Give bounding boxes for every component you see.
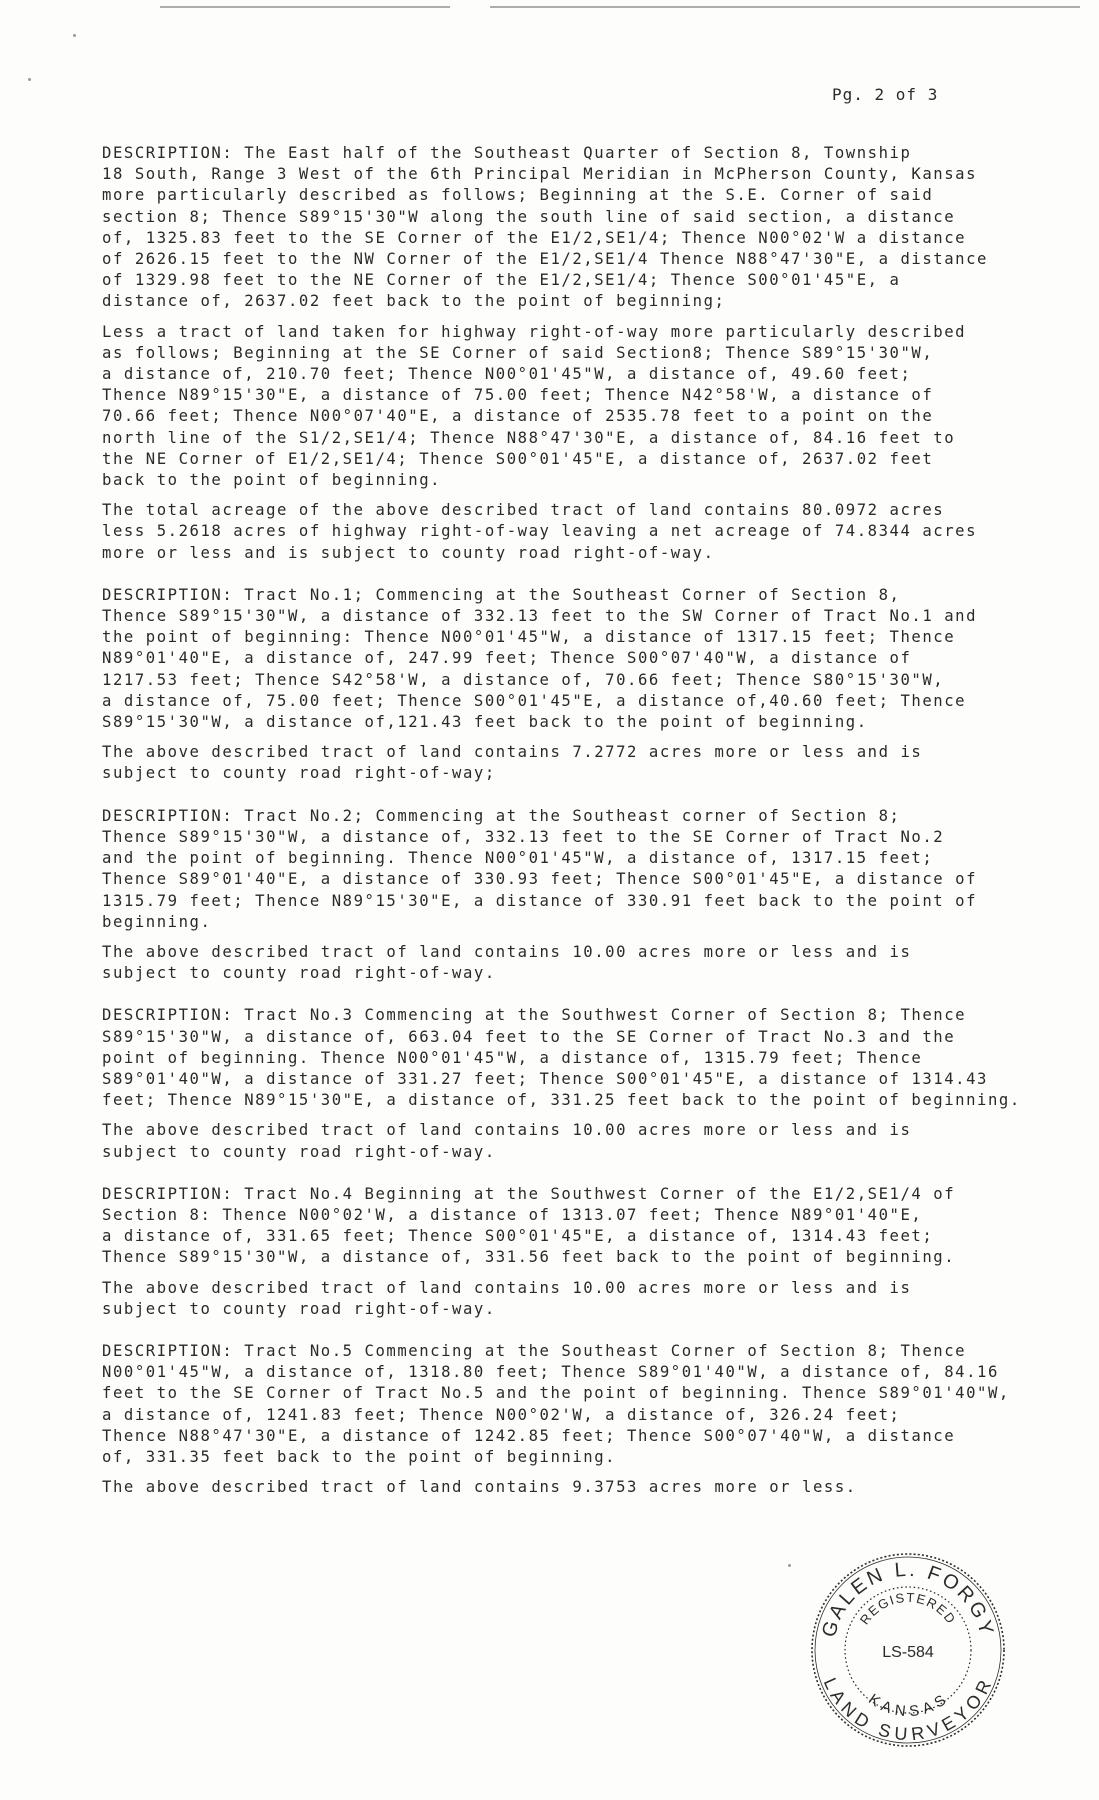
seal-state: KANSAS [865,1690,951,1721]
text-line: S89°01'40"W, a distance of 331.27 feet; Thence S00°01'45"E, a distance of 1314.43 [102,1069,988,1088]
tract-2-acreage [102,942,1022,984]
text-line: north line of the S1/2,SE1/4; Thence N88°47'30"E, a distance of, 84.16 feet to [102,428,956,447]
scan-speck [73,34,76,37]
text-line: distance of, 2637.02 feet back to the point of beginning; [102,292,726,311]
text-line: of, 331.35 feet back to the point of beginning. [102,1447,617,1466]
text-line: a distance of, 75.00 feet; Thence S00°01'45"E, a distance of,40.60 feet; Thence [102,691,967,710]
text-line: The above described tract of land contains 10.00 acres more or less and is [102,942,912,961]
text-line: 1217.53 feet; Thence S42°58'W, a distance of, 70.66 feet; Thence S80°15'30"W, [102,670,945,689]
text-line: point of beginning. Thence N00°01'45"W, a distance of, 1315.79 feet; Thence [102,1048,923,1067]
text-line: a distance of, 331.65 feet; Thence S00°01'45"E, a distance of, 1314.43 feet; [102,1227,934,1246]
text-line: DESCRIPTION: Tract No.4 Beginning at the Southwest Corner of the E1/2,SE1/4 of [102,1184,956,1203]
text-line: a distance of, 210.70 feet; Thence N00°01'45"W, a distance of, 49.60 feet; [102,365,912,384]
document-body [102,143,1022,1498]
text-line: feet; Thence N89°15'30"E, a distance of, 331.25 feet back to the point of beginning. [102,1091,1021,1110]
text-line: Thence N88°47'30"E, a distance of 1242.85 feet; Thence S00°07'40"W, a distance [102,1426,956,1445]
seal-registered: REGISTERED [856,1589,960,1628]
text-line: subject to county road right-of-way. [102,1299,496,1318]
text-line: Thence S89°15'30"W, a distance of, 331.56 feet back to the point of beginning. [102,1248,956,1267]
text-line: S89°15'30"W, a distance of,121.43 feet back to the point of beginning. [102,713,868,732]
text-line: S89°15'30"W, a distance of, 663.04 feet to the SE Corner of Tract No.3 and the [102,1027,956,1046]
text-line: of 1329.98 feet to the NE Corner of the E1/2,SE1/4; Thence S00°01'45"E, a [102,271,901,290]
text-line: of 2626.15 feet to the NW Corner of the E1/2,SE1/4 Thence N88°47'30"E, a distance [102,250,988,269]
description-tract-5 [102,1341,1022,1468]
text-line: back to the point of beginning. [102,471,442,490]
description-tract-4 [102,1184,1022,1269]
text-line: DESCRIPTION: The East half of the Southeast Quarter of Section 8, Township [102,144,912,162]
text-line: more or less and is subject to county road right-of-way. [102,543,715,562]
text-line: beginning. [102,912,212,931]
text-line: 70.66 feet; Thence N00°07'40"E, a distance of 2535.78 feet to a point on the [102,407,934,426]
description-tract-3 [102,1005,1022,1111]
text-line: The above described tract of land contains 10.00 acres more or less and is [102,1278,912,1297]
text-line: Less a tract of land taken for highway right-of-way more particularly described [102,322,967,341]
text-line: of, 1325.83 feet to the SE Corner of the E1/2,SE1/4; Thence N00°02'W a distance [102,228,967,247]
text-line: more particularly described as follows; Beginning at the S.E. Corner of said [102,186,934,205]
text-line: the NE Corner of E1/2,SE1/4; Thence S00°01'45"E, a distance of, 2637.02 feet [102,449,934,468]
text-line: Thence S89°01'40"E, a distance of 330.93 feet; Thence S00°01'45"E, a distance of [102,870,978,889]
text-line: 18 South, Range 3 West of the 6th Principal Meridian in McPherson County, Kansas [102,165,978,184]
scan-speck [788,1564,791,1567]
text-line: less 5.2618 acres of highway right-of-way leaving a net acreage of 74.8344 acres [102,522,978,541]
text-line: The above described tract of land contains 7.2772 acres more or less and is [102,743,923,762]
text-line: DESCRIPTION: Tract No.1; Commencing at the Southeast Corner of Section 8, [102,585,901,604]
text-line: The above described tract of land contains 9.3753 acres more or less. [102,1478,857,1497]
text-line: as follows; Beginning at the SE Corner of said Section8; Thence S89°15'30"W, [102,343,934,362]
acreage-summary [102,500,1022,564]
scan-artifact-line [160,6,450,8]
seal-graphic [808,1550,1008,1750]
seal-title: LAND SURVEYOR [819,1674,997,1745]
text-line: feet to the SE Corner of Tract No.5 and the point of beginning. Thence S89°01'40"W, [102,1384,1010,1403]
text-line: Thence S89°15'30"W, a distance of 332.13 feet to the SW Corner of Tract No.1 and [102,607,978,626]
text-line: Thence S89°15'30"W, a distance of, 332.13 feet to the SE Corner of Tract No.2 [102,827,945,846]
scan-artifact-line [490,6,1080,8]
text-line: subject to county road right-of-way; [102,764,496,783]
text-line: Section 8: Thence N00°02'W, a distance of 1313.07 feet; Thence N89°01'40"E, [102,1205,923,1224]
text-line: subject to county road right-of-way. [102,1142,496,1161]
tract-5-acreage [102,1477,1022,1498]
text-line: N89°01'40"E, a distance of, 247.99 feet; Thence S00°07'40"W, a distance of [102,649,912,668]
description-tract-1 [102,585,1022,733]
description-tract-2 [102,806,1022,933]
text-line: DESCRIPTION: Tract No.5 Commencing at the Southeast Corner of Section 8; Thence [102,1341,967,1360]
scan-speck [28,78,31,81]
text-line: DESCRIPTION: Tract No.2; Commencing at the Southeast corner of Section 8; [102,806,901,825]
surveyor-seal [808,1550,1008,1750]
text-line: section 8; Thence S89°15'30"W along the south line of said section, a distance [102,207,956,226]
text-line: DESCRIPTION: Tract No.3 Commencing at the Southwest Corner of Section 8; Thence [102,1006,967,1025]
text-line: the point of beginning: Thence N00°01'45"W, a distance of 1317.15 feet; Thence [102,628,956,647]
highway-exception [102,322,1022,492]
text-line: Thence N89°15'30"E, a distance of 75.00 feet; Thence N42°58'W, a distance of [102,386,934,405]
text-line: and the point of beginning. Thence N00°01'45"W, a distance of, 1317.15 feet; [102,849,934,868]
text-line: The total acreage of the above described tract of land contains 80.0972 acres [102,501,945,520]
description-east-half [102,143,1022,313]
text-line: The above described tract of land contains 10.00 acres more or less and is [102,1121,912,1140]
text-line: a distance of, 1241.83 feet; Thence N00°02'W, a distance of, 326.24 feet; [102,1405,901,1424]
seal-license: LS-584 [882,1644,934,1661]
tract-4-acreage [102,1278,1022,1320]
page-number: Pg. 2 of 3 [832,85,939,104]
seal-name: GALEN L. FORGY [818,1558,998,1640]
tract-1-acreage [102,742,1022,784]
text-line: subject to county road right-of-way. [102,964,496,983]
text-line: N00°01'45"W, a distance of, 1318.80 feet; Thence S89°01'40"W, a distance of, 84.16 [102,1363,999,1382]
tract-3-acreage [102,1120,1022,1162]
text-line: 1315.79 feet; Thence N89°15'30"E, a distance of 330.91 feet back to the point of [102,891,978,910]
